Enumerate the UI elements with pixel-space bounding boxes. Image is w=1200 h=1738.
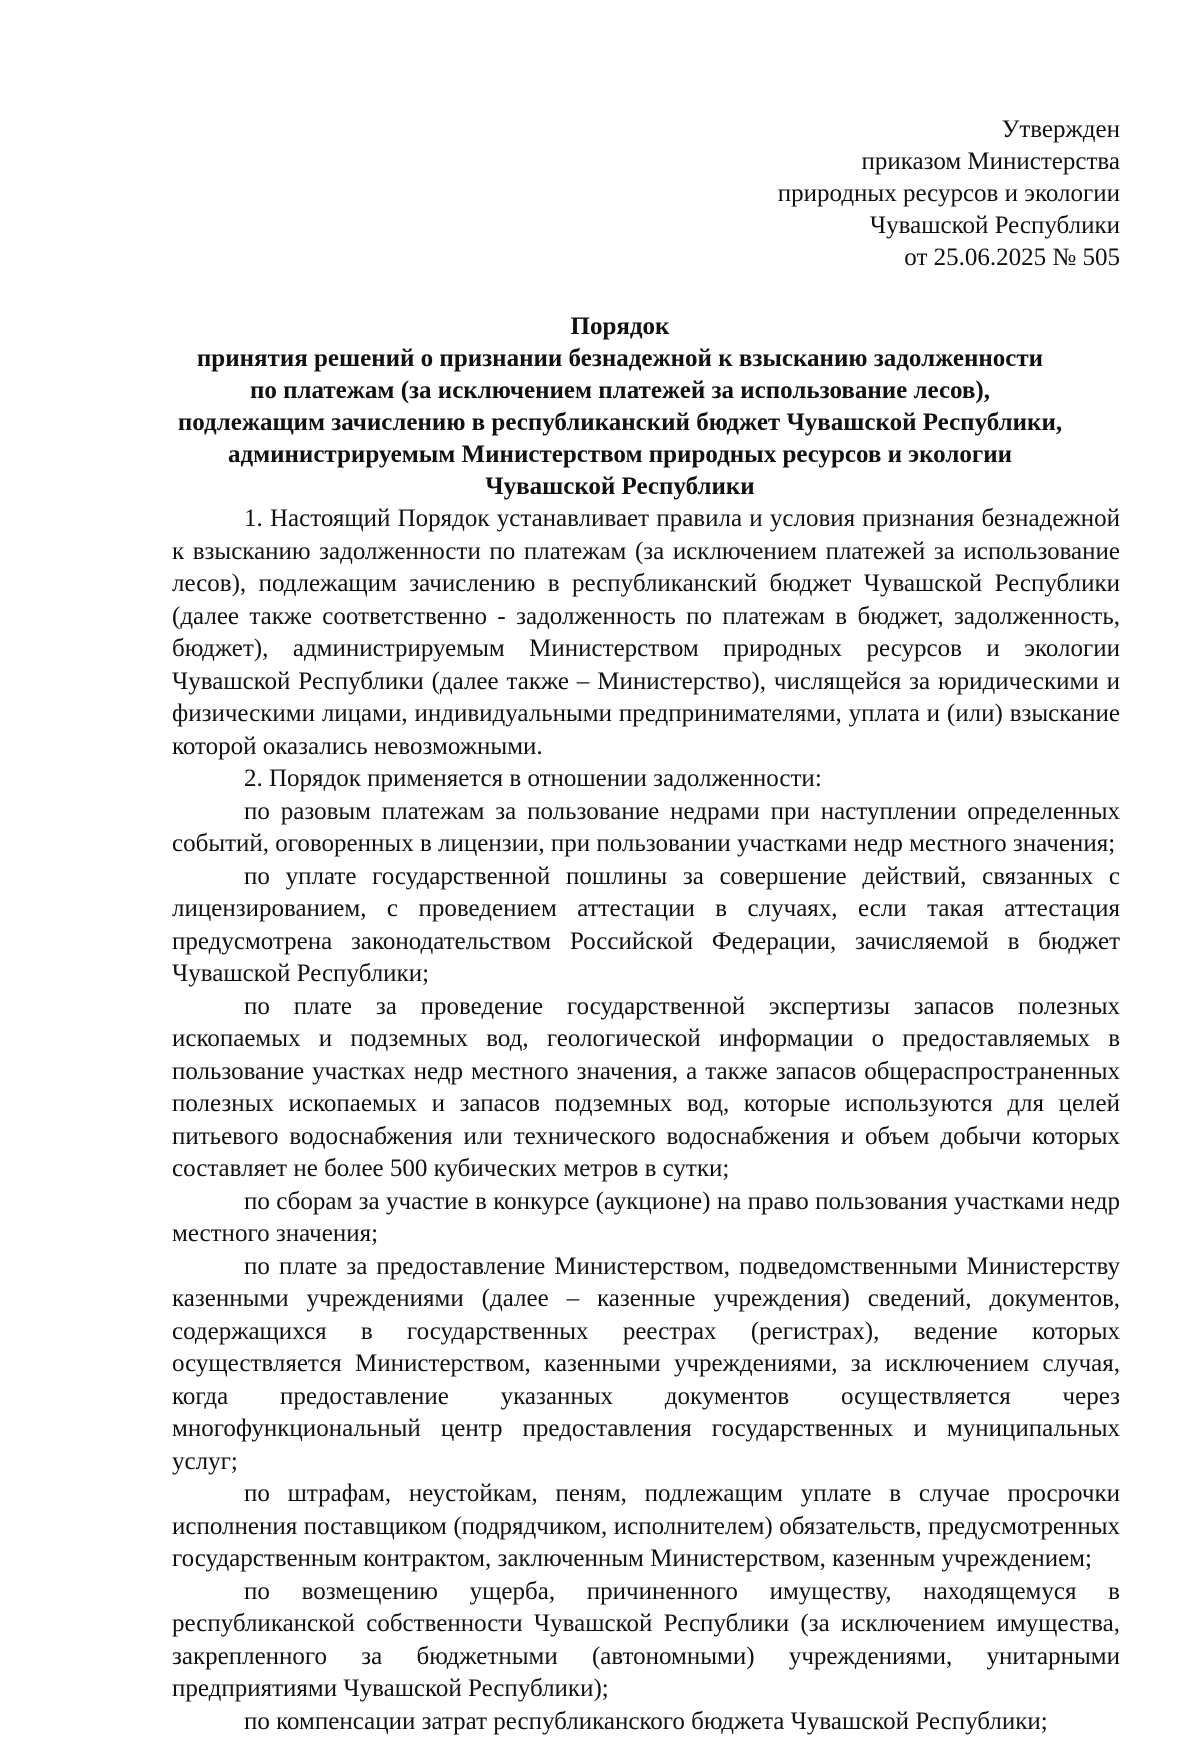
paragraph: по компенсации затрат республиканского бюджета Чувашской Республики; [172, 1706, 1120, 1738]
approval-stamp [520, 114, 1120, 274]
title-line: Чувашской Республики [120, 471, 1120, 503]
paragraph: по штрафам, неустойкам, пеням, подлежащим уплате в случае просрочки исполнения поставщиком (подрядчиком, исполнителем) обязательств, предусмотренных государственным контрактом, заключенным Министерством, казенным учреждением; [172, 1478, 1120, 1576]
paragraph: по сборам за участие в конкурсе (аукционе) на право пользования участками недр местного значения; [172, 1186, 1120, 1251]
title-line: Порядок [120, 311, 1120, 343]
title-line: подлежащим зачислению в республиканский бюджет Чувашской Республики, [120, 407, 1120, 439]
paragraph: 1. Настоящий Порядок устанавливает правила и условия признания безнадежной к взысканию задолженности по платежам (за исключением платежей за использование лесов), подлежащим зачислению в республиканский бюджет Чувашской Республики (далее также соответственно - задолженность по платежам в бюджет, задолженность, бюджет), администрируемым Министерством природных ресурсов и экологии Чувашской Республики (далее также – Министерство), числящейся за юридическими и физическими лицами, индивидуальными предпринимателями, уплата и (или) взыскание которой оказались невозможными. [172, 503, 1120, 763]
approval-line: природных ресурсов и экологии [520, 178, 1120, 210]
paragraph: по разовым платежам за пользование недрами при наступлении определенных событий, оговоренных в лицензии, при пользовании участками недр местного значения; [172, 796, 1120, 861]
title-line: принятия решений о признании безнадежной к взысканию задолженности [120, 343, 1120, 375]
paragraph: 2. Порядок применяется в отношении задолженности: [172, 763, 1120, 796]
title-line: по платежам (за исключением платежей за использование лесов), [120, 375, 1120, 407]
paragraph: по плате за проведение государственной экспертизы запасов полезных ископаемых и подземных вод, геологической информации о предоставляемых в пользование участках недр местного значения, а также запасов общераспространенных полезных ископаемых и запасов подземных вод, которые используются для целей питьевого водоснабжения или технического водоснабжения и объем добычи которых составляет не более 500 кубических метров в сутки; [172, 991, 1120, 1186]
paragraph: по плате за предоставление Министерством, подведомственными Министерству казенными учреждениями (далее – казенные учреждения) сведений, документов, содержащихся в государственных реестрах (регистрах), ведение которых осуществляется Министерством, казенными учреждениями, за исключением случая, когда предоставление указанных документов осуществляется через многофункциональный центр предоставления государственных и муниципальных услуг; [172, 1251, 1120, 1479]
paragraph: по возмещению ущерба, причиненного имуществу, находящемуся в республиканской собственности Чувашской Республики (за исключением имущества, закрепленного за бюджетными (автономными) учреждениями, унитарными предприятиями Чувашской Республики); [172, 1576, 1120, 1706]
approval-line: приказом Министерства [520, 146, 1120, 178]
approval-order-number: от 25.06.2025 № 505 [520, 242, 1120, 274]
approval-line: Утвержден [520, 114, 1120, 146]
title-line: администрируемым Министерством природных ресурсов и экологии [120, 439, 1120, 471]
paragraph: по уплате государственной пошлины за совершение действий, связанных с лицензированием, с проведением аттестации в случаях, если такая аттестация предусмотрена законодательством Российской Федерации, зачисляемой в бюджет Чувашской Республики; [172, 861, 1120, 991]
approval-line: Чувашской Республики [520, 210, 1120, 242]
document-body [172, 503, 1120, 1738]
document-title [120, 311, 1120, 503]
